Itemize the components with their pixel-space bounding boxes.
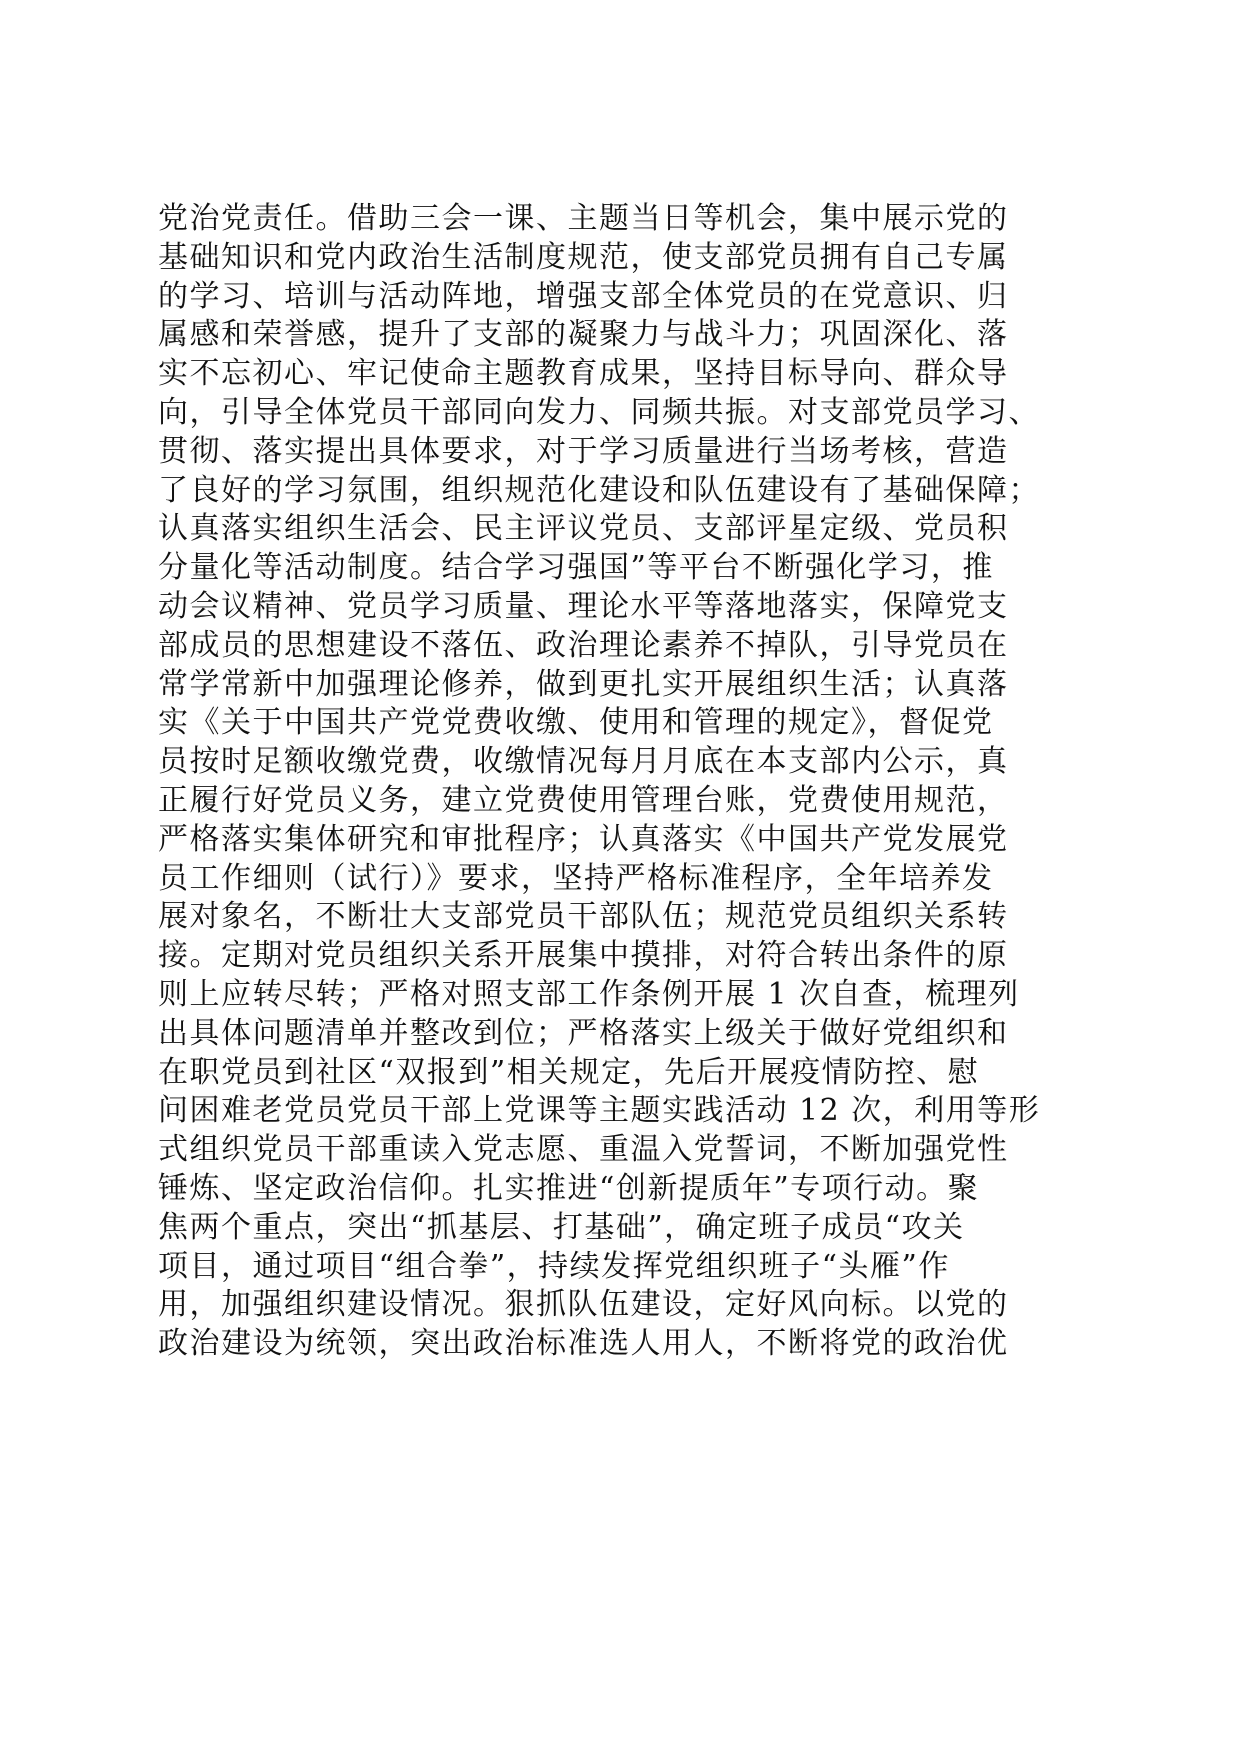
text-line: 正履行好党员义务，建立党费使用管理台账，党费使用规范， — [158, 782, 1009, 818]
text-line: 分量化等活动制度。结合学习强国”等平台不断强化学习，推 — [158, 550, 994, 586]
text-line: 实《关于中国共产党党费收缴、使用和管理的规定》，督促党 — [158, 705, 994, 741]
body-text — [158, 200, 1088, 1364]
text-line: 焦两个重点，突出“抓基层、打基础”，确定班子成员“攻关 — [158, 1209, 965, 1245]
text-line: 项目，通过项目“组合拳”，持续发挥党组织班子“头雁”作 — [158, 1248, 950, 1284]
text-line: 接。定期对党员组织关系开展集中摸排，对符合转出条件的原 — [158, 938, 1009, 974]
text-line: 动会议精神、党员学习质量、理论水平等落地落实，保障党支 — [158, 588, 1009, 624]
text-line: 员工作细则（试行）》要求，坚持严格标准程序，全年培养发 — [158, 860, 994, 896]
text-line: 了良好的学习氛围，组织规范化建设和队伍建设有了基础保障； — [158, 472, 1040, 508]
text-line: 锤炼、坚定政治信仰。扎实推进“创新提质年”专项行动。聚 — [158, 1170, 980, 1206]
text-line: 认真落实组织生活会、民主评议党员、支部评星定级、党员积 — [158, 511, 1009, 547]
text-line: 政治建设为统领，突出政治标准选人用人，不断将党的政治优 — [158, 1326, 1009, 1362]
text-line: 严格落实集体研究和审批程序；认真落实《中国共产党发展党 — [158, 821, 1009, 857]
text-line: 则上应转尽转；严格对照支部工作条例开展 1 次自查，梳理列 — [158, 976, 1020, 1012]
text-line: 展对象名，不断壮大支部党员干部队伍；规范党员组织关系转 — [158, 899, 1009, 935]
text-line: 向，引导全体党员干部同向发力、同频共振。对支部党员学习、 — [158, 394, 1040, 430]
text-line: 式组织党员干部重读入党志愿、重温入党誓词，不断加强党性 — [158, 1132, 1009, 1168]
text-line: 实不忘初心、牢记使命主题教育成果，坚持目标导向、群众导 — [158, 356, 1009, 392]
text-line: 常学常新中加强理论修养，做到更扎实开展组织生活；认真落 — [158, 666, 1009, 702]
text-line: 贯彻、落实提出具体要求，对于学习质量进行当场考核，营造 — [158, 433, 1009, 469]
text-line: 出具体问题清单并整改到位；严格落实上级关于做好党组织和 — [158, 1015, 1009, 1051]
text-line: 的学习、培训与活动阵地，增强支部全体党员的在党意识、归 — [158, 278, 1009, 314]
text-line: 用，加强组织建设情况。狠抓队伍建设，定好风向标。以党的 — [158, 1287, 1009, 1323]
text-line: 党治党责任。借助三会一课、主题当日等机会，集中展示党的 — [158, 201, 1009, 236]
text-line: 基础知识和党内政治生活制度规范，使支部党员拥有自己专属 — [158, 239, 1009, 275]
text-line: 属感和荣誉感，提升了支部的凝聚力与战斗力；巩固深化、落 — [158, 317, 1009, 353]
text-line: 问困难老党员党员干部上党课等主题实践活动 12 次，利用等形 — [158, 1093, 1041, 1129]
text-line: 员按时足额收缴党费，收缴情况每月月底在本支部内公示，真 — [158, 744, 1009, 780]
text-line: 在职党员到社区“双报到”相关规定，先后开展疫情防控、慰 — [158, 1054, 980, 1090]
text-line: 部成员的思想建设不落伍、政治理论素养不掉队，引导党员在 — [158, 627, 1009, 663]
